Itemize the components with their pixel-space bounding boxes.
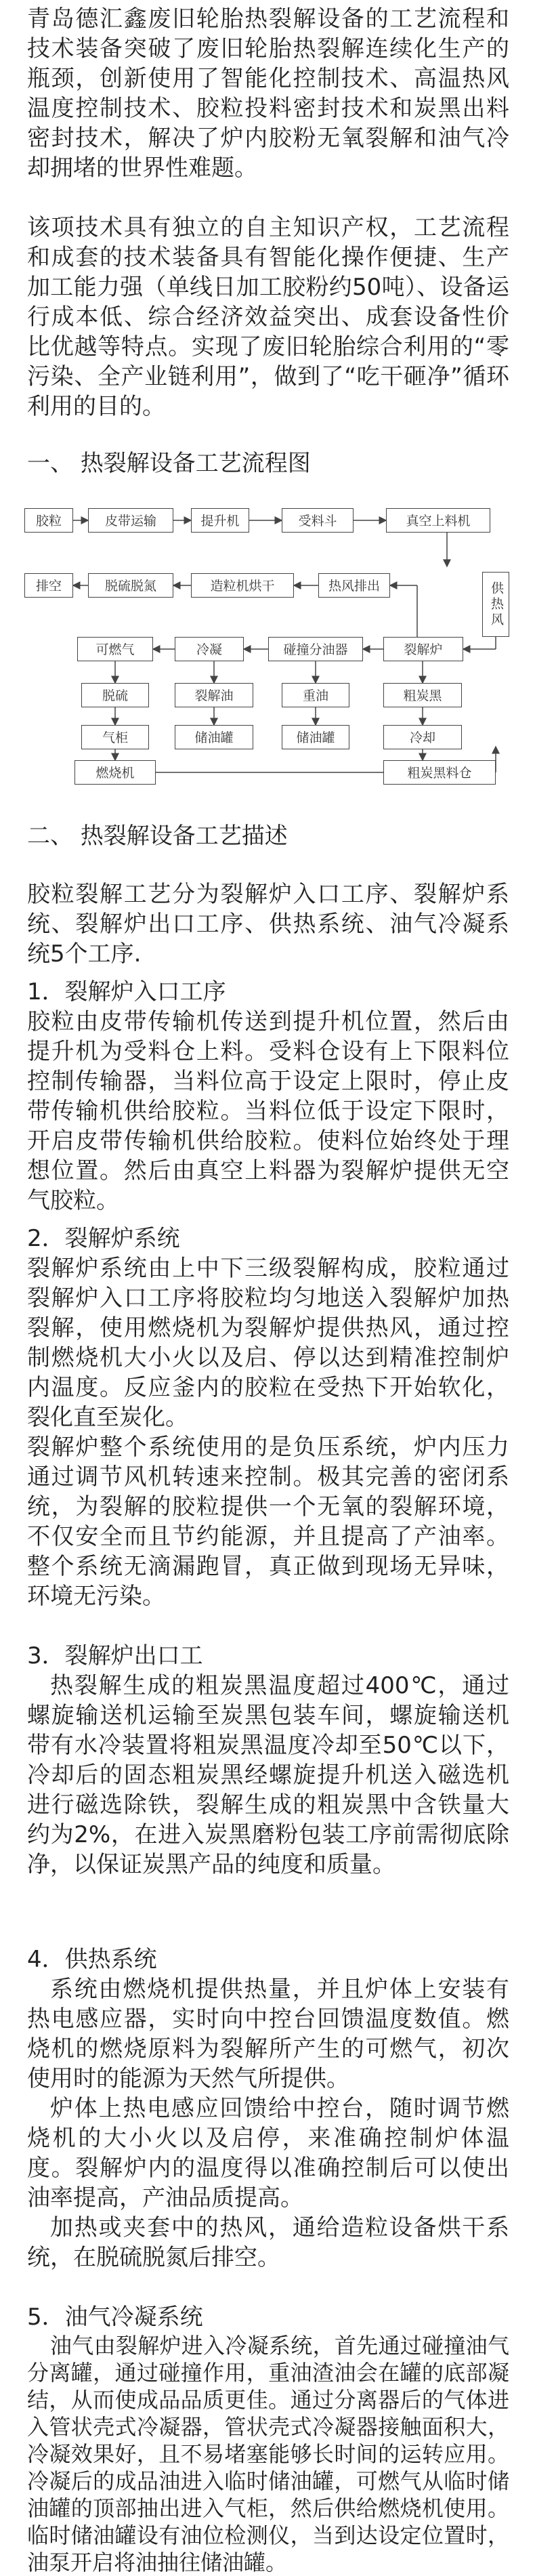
step-4-text-1: 系统由燃烧机提供热量，并且炉体上安装有热电感应器，实时向中控台回馈温度数值。燃烧机的燃烧原料为裂解所产生的可燃气，初次使用时的能源为天然气所提供。 (27, 1976, 509, 2092)
flow-node-carbon-black-bin: 粗炭黑料仓 (383, 760, 496, 785)
flow-node-combustible-gas: 可燃气 (77, 637, 153, 661)
flow-node-elevator: 提升机 (191, 508, 249, 533)
flow-node-heavy-oil: 重油 (282, 683, 349, 707)
intro-paragraph-1: 青岛德汇鑫废旧轮胎热裂解设备的工艺流程和技术装备突破了废旧轮胎热裂解连续化生产的瓶颈，创新使用了智能化控制技术、高温热风温度控制技术、胶粒投料密封技术和炭黑出料密封技术，解决了炉内胶粉无氧裂解和油气冷却拥堵的世界性难题。 (27, 5, 509, 182)
step-3-title: 3．裂解炉出口工 (27, 1642, 203, 1669)
step-5-text: 油气由裂解炉进入冷凝系统，首先通过碰撞油气分离罐，通过碰撞作用，重油渣油会在罐的底部凝结，从而使成品品质更佳。通过分离器后的气体进入管状壳式冷凝器，管状壳式冷凝器接触面积大，冷凝效果好，且不易堵塞能够长时间的运转应用。冷凝后的成品油进入临时储油罐，可燃气从临时储油罐的顶部抽出进入气柜，然后供给燃烧机使用。临时储油罐设有油位检测仪，当到达设定位置时，油泵开启将油抽往储油罐。 (27, 2333, 509, 2575)
flow-node-pelletizer-dryer: 造粒机烘干 (191, 573, 294, 598)
flow-node-belt-conveyor: 皮带运输 (88, 508, 173, 533)
flow-node-desulfurization: 脱硫 (81, 683, 149, 707)
flow-node-vent: 排空 (24, 573, 73, 598)
step-1-title: 1．裂解炉入口工序 (27, 978, 226, 1005)
flow-node-oil-tank-2: 储油罐 (282, 725, 349, 749)
section-1-title: 一、 热裂解设备工艺流程图 (27, 450, 311, 477)
step-3-text: 热裂解生成的粗炭黑温度超过400℃，通过螺旋输送机运输至炭黑包装车间，螺旋输送机带有水冷装置将粗炭黑温度冷却至50℃以下，冷却后的固态粗炭黑经螺旋提升机送入磁选机进行磁选除铁，裂解生成的粗炭黑中含铁量大约为2%，在进入炭黑磨粉包装工序前需彻底除净，以保证炭黑产品的纯度和质量。 (27, 1672, 509, 1878)
flow-node-cooling: 冷却 (383, 725, 462, 749)
flow-node-vacuum-loader: 真空上料机 (386, 508, 490, 533)
flow-node-desulfurization-denitrification: 脱硫脱氮 (88, 573, 173, 598)
flow-node-collision-oil-separator: 碰撞分油器 (268, 637, 363, 661)
flow-node-condensation: 冷凝 (175, 637, 244, 661)
flow-node-oil-tank-1: 储油罐 (175, 725, 253, 749)
step-2-text-1: 裂解炉系统由上中下三级裂解构成，胶粒通过裂解炉入口工序将胶粒均匀地送入裂解炉加热裂解，使用燃烧机为裂解炉提供热风，通过控制燃烧机大小火以及启、停以达到精准控制炉内温度。反应釜内的胶粒在受热下开始软化，裂化直至炭化。 (27, 1255, 509, 1431)
process-flowchart (24, 501, 512, 786)
step-5-title: 5．油气冷凝系统 (27, 2304, 203, 2331)
step-2-text-2: 裂解炉整个系统使用的是负压系统，炉内压力通过调节风机转速来控制。极其完善的密闭系统，为裂解的胶粒提供一个无氧的裂解环境，不仅安全而且节约能源，并且提高了产油率。整个系统无滴漏跑冒，真正做到现场无异味，环境无污染。 (27, 1434, 509, 1610)
flow-node-hot-air-supply: 供热风 (482, 572, 509, 637)
step-4-title: 4．供热系统 (27, 1946, 157, 1973)
flow-node-rubber-granules: 胶粒 (24, 508, 73, 533)
flow-node-pyrolysis-oil: 裂解油 (175, 683, 253, 707)
flow-node-burner: 燃烧机 (74, 760, 156, 785)
flow-node-gas-holder: 气柜 (81, 725, 149, 749)
description-intro: 胶粒裂解工艺分为裂解炉入口工序、裂解炉系统、裂解炉出口工序、供热系统、油气冷凝系统5个工序. (27, 881, 509, 968)
step-4-text-2: 炉体上热电感应回馈给中控台，随时调节燃烧机的大小火以及启停，来准确控制炉体温度。裂解炉内的温度得以准确控制后可以使出油率提高，产油品质提高。 (27, 2095, 509, 2211)
section-2-title: 二、 热裂解设备工艺描述 (27, 823, 288, 850)
flow-node-crude-carbon-black: 粗炭黑 (383, 683, 462, 707)
step-4-text-3: 加热或夹套中的热风，通给造粒设备烘干系统，在脱硫脱氮后排空。 (27, 2214, 509, 2271)
step-1-text: 胶粒由皮带传输机传送到提升机位置，然后由提升机为受料仓上料。受料仓设有上下限料位控制传输器，当料位高于设定上限时，停止皮带传输机供给胶粒。当料位低于设定下限时，开启皮带传输机供给胶粒。使料位始终处于理想位置。然后由真空上料器为裂解炉提供无空气胶粒。 (27, 1008, 509, 1214)
intro-paragraph-2: 该项技术具有独立的自主知识产权，工艺流程和成套的技术装备具有智能化操作便捷、生产加工能力强（单线日加工胶粉约50吨）、设备运行成本低、综合经济效益突出、成套设备性价比优越等特点。实现了废旧轮胎综合利用的“零污染、全产业链利用”，做到了“吃干砸净”循环利用的目的。 (27, 214, 509, 420)
flow-node-hot-air-exhaust: 热风排出 (318, 573, 390, 598)
flow-node-pyrolysis-furnace: 裂解炉 (383, 637, 463, 661)
flow-node-receiving-hopper: 受料斗 (282, 508, 354, 533)
step-2-title: 2．裂解炉系统 (27, 1225, 180, 1252)
